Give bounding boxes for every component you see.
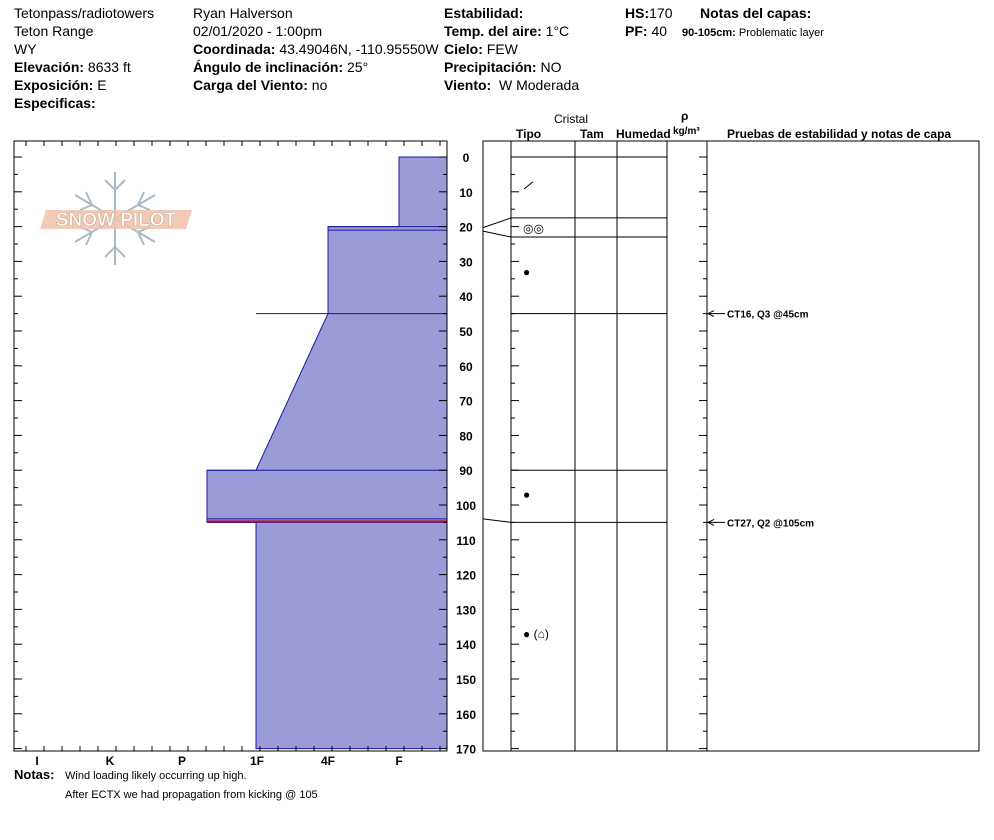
x-tick-label: F [395, 754, 403, 768]
snow-pilot-logo [40, 172, 192, 265]
x-tick-label: P [177, 754, 187, 768]
y-tick-label: 10 [459, 185, 473, 200]
pf-value: 40 [651, 23, 668, 39]
observer-name: Ryan Halverson [193, 5, 293, 21]
aspect-value: E [97, 77, 107, 93]
y-tick-label: 20 [459, 220, 473, 235]
notes-label: Notas: [14, 767, 55, 782]
slope-value: 25° [347, 59, 369, 75]
y-tick-label: 40 [459, 290, 473, 305]
column-header-tam: Tam [580, 127, 604, 141]
stability-test-label: CT16, Q3 @45cm [727, 309, 809, 321]
aspect-label: Exposición: [14, 77, 94, 93]
slope-label: Ángulo de inclinación: [193, 59, 344, 75]
state-name: WY [14, 41, 37, 57]
observation-datetime: 02/01/2020 - 1:00pm [193, 23, 323, 39]
air-temp-label: Temp. del aire: [444, 23, 542, 39]
x-tick-label: K [105, 754, 115, 768]
grain-symbol: ● [523, 487, 531, 502]
coordinate-label: Coordinada: [193, 41, 276, 57]
specifics-label: Especificas: [14, 95, 96, 111]
grain-symbol: ◎◎ [523, 221, 544, 236]
layer-notes-label: Notas del capas: [700, 5, 812, 21]
column-header-rho: ρ [681, 109, 689, 123]
wind-label: Viento: [444, 77, 492, 93]
pf-label: PF: [625, 23, 648, 39]
wind-load-value: no [311, 77, 328, 93]
x-tick-label: 4F [320, 754, 336, 768]
grain-table-frame [483, 141, 979, 751]
stability-label: Estabilidad: [444, 5, 524, 21]
column-header-humedad: Humedad [616, 127, 671, 141]
notes-line-1: Wind loading likely occurring up high. [65, 770, 247, 782]
grain-symbol: ● (⌂) [523, 626, 549, 641]
precip-value: NO [540, 59, 562, 75]
sky-label: Cielo: [444, 41, 483, 57]
y-tick-label: 90 [459, 464, 473, 479]
y-tick-label: 120 [455, 568, 477, 583]
range-name: Teton Range [14, 23, 94, 39]
x-tick-label: 1F [249, 754, 265, 768]
y-tick-label: 140 [455, 638, 477, 653]
column-header-tipo: Tipo [516, 127, 542, 141]
wind-value: W Moderada [498, 77, 580, 93]
y-tick-label: 150 [455, 673, 477, 687]
layer-note-range: 90-105cm: [682, 27, 736, 39]
y-tick-label: 30 [459, 255, 473, 270]
hs-value: 170 [649, 5, 673, 21]
hardness-profile-area [207, 157, 447, 749]
elevation-value: 8633 ft [87, 59, 131, 75]
y-tick-label: 170 [455, 742, 477, 757]
y-tick-label: 60 [459, 359, 473, 374]
column-header-cristal: Cristal [554, 112, 589, 126]
elevation-label: Elevación: [14, 59, 85, 75]
location-name: Tetonpass/radiotowers [14, 5, 155, 21]
hs-label: HS: [625, 5, 650, 21]
y-tick-label: 130 [455, 603, 477, 618]
grain-symbol: ● [523, 264, 531, 279]
y-tick-label: 80 [459, 429, 473, 444]
notes-line-2: After ECTX we had propagation from kicking @ 105 [65, 789, 318, 801]
air-temp-value: 1°C [545, 23, 570, 39]
column-header-density-unit: kg/m³ [673, 126, 700, 137]
logo-text: SNOW PILOT [55, 210, 177, 231]
stability-test-label: CT27, Q2 @105cm [727, 518, 815, 530]
y-tick-label: 160 [455, 707, 477, 722]
y-tick-label: 110 [456, 533, 476, 548]
coordinate-value: 43.49046N, -110.95550W [279, 41, 439, 57]
sky-value: FEW [486, 41, 518, 57]
y-tick-label: 70 [459, 394, 473, 409]
y-tick-label: 100 [455, 499, 477, 513]
layer-note-text: Problematic layer [738, 27, 824, 39]
column-header-stability-notes: Pruebas de estabilidad y notas de capa [727, 127, 952, 141]
x-tick-label: I [35, 754, 39, 768]
y-tick-label: 0 [462, 151, 470, 165]
y-tick-label: 50 [459, 325, 473, 339]
precip-label: Precipitación: [444, 59, 537, 75]
wind-load-label: Carga del Viento: [193, 77, 308, 93]
